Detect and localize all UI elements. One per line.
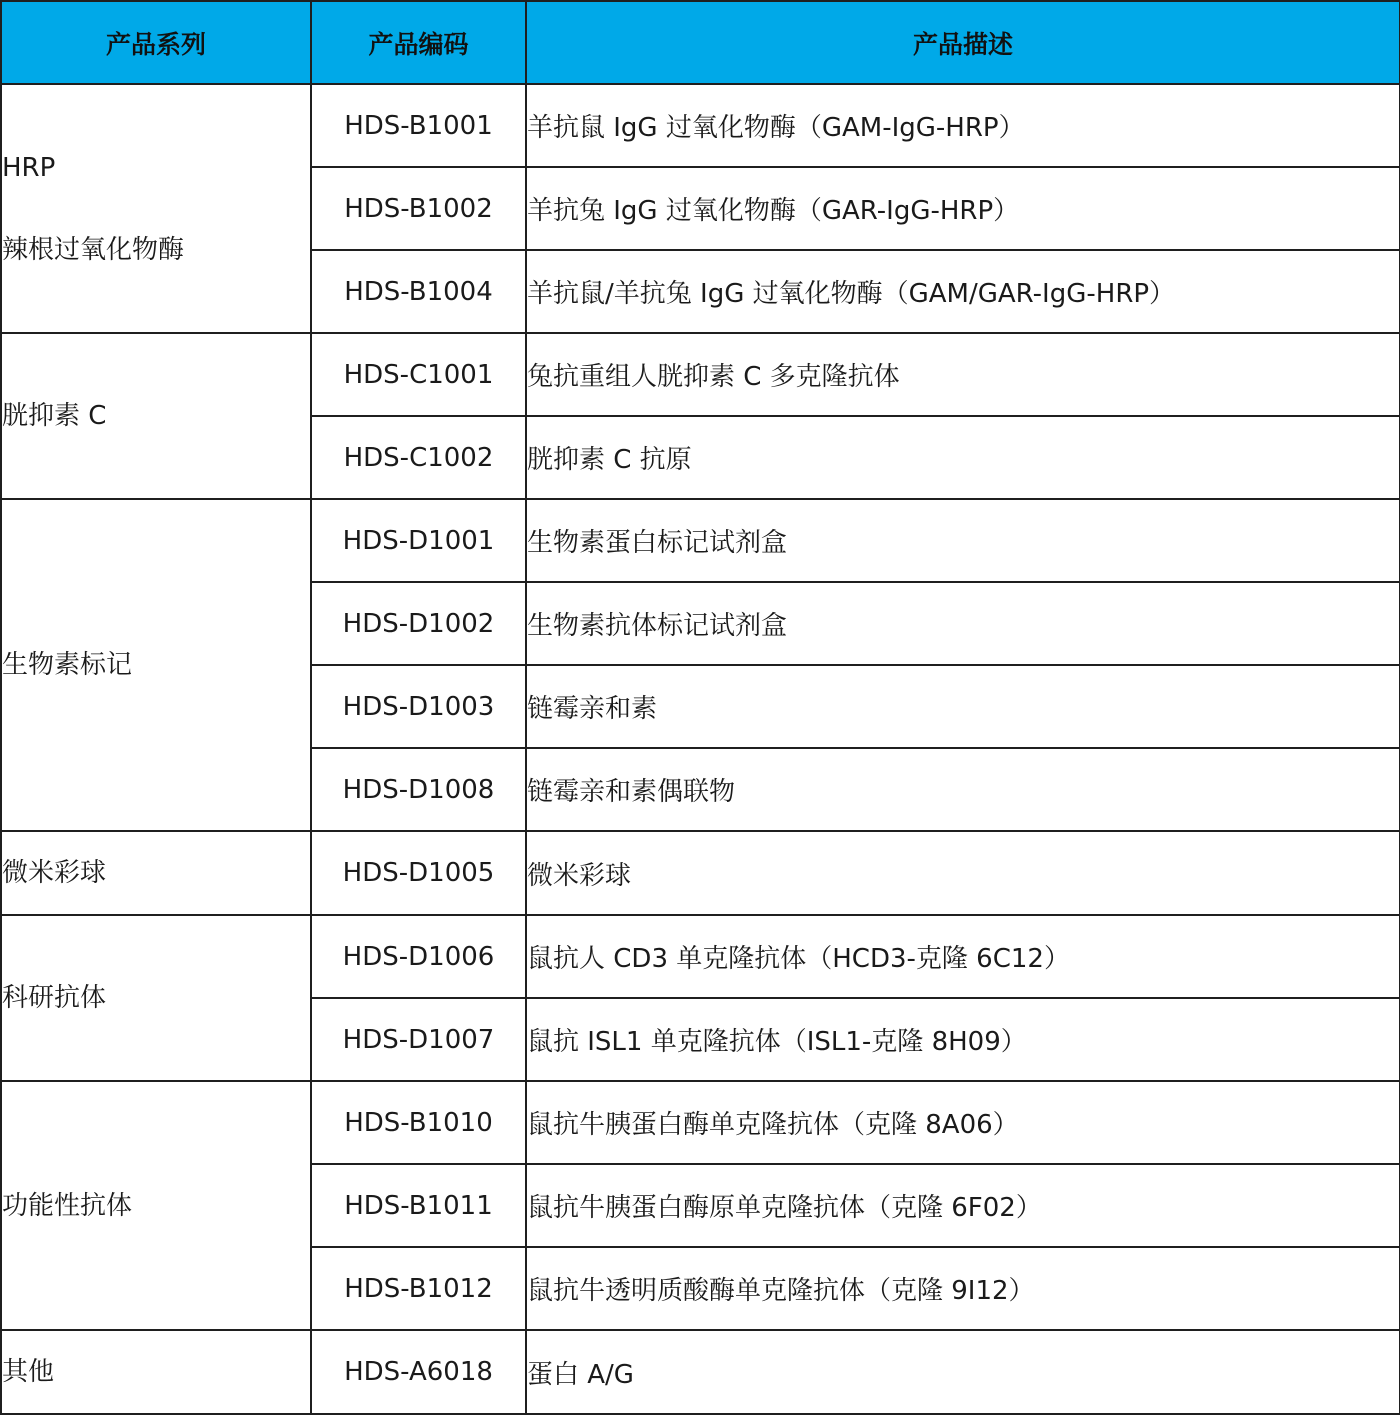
series-label: 科研抗体	[2, 983, 107, 1013]
product-description: 生物素抗体标记试剂盒	[526, 582, 1400, 665]
product-description: 羊抗兔 IgG 过氧化物酶（GAR-IgG-HRP）	[526, 167, 1400, 250]
series-cell	[1, 1081, 311, 1330]
series-label: 其他	[2, 1357, 55, 1387]
series-label: HRP	[2, 152, 56, 183]
product-code: HDS-D1003	[311, 665, 526, 748]
product-description: 胱抑素 C 抗原	[526, 416, 1400, 499]
table-row	[1, 84, 1400, 167]
series-label: 功能性抗体	[2, 1190, 133, 1221]
product-code: HDS-D1005	[311, 831, 526, 915]
product-code: HDS-D1006	[311, 915, 526, 998]
series-label: 微米彩球	[2, 858, 107, 888]
series-label: 生物素标记	[2, 650, 133, 680]
series-cell	[1, 831, 311, 915]
product-code: HDS-D1008	[311, 748, 526, 831]
product-description: 微米彩球	[526, 831, 1400, 915]
table-row	[1, 333, 1400, 416]
product-description: 鼠抗牛胰蛋白酶单克隆抗体（克隆 8A06）	[526, 1081, 1400, 1164]
product-description: 鼠抗人 CD3 单克隆抗体（HCD3-克隆 6C12）	[526, 915, 1400, 998]
header-code: 产品编码	[311, 1, 526, 84]
product-code: HDS-B1002	[311, 167, 526, 250]
table-row	[1, 1081, 1400, 1164]
product-description: 蛋白 A/G	[526, 1330, 1400, 1414]
product-code: HDS-D1002	[311, 582, 526, 665]
product-description: 鼠抗 ISL1 单克隆抗体（ISL1-克隆 8H09）	[526, 998, 1400, 1081]
series-cell	[1, 1330, 311, 1414]
product-code: HDS-B1012	[311, 1247, 526, 1330]
product-description: 链霉亲和素	[526, 665, 1400, 748]
product-code: HDS-B1001	[311, 84, 526, 167]
product-code: HDS-B1011	[311, 1164, 526, 1247]
product-description: 链霉亲和素偶联物	[526, 748, 1400, 831]
product-code: HDS-B1004	[311, 250, 526, 333]
product-code: HDS-D1007	[311, 998, 526, 1081]
header-series: 产品系列	[1, 1, 311, 84]
product-description: 鼠抗牛透明质酸酶单克隆抗体（克隆 9I12）	[526, 1247, 1400, 1330]
header-description: 产品描述	[526, 1, 1400, 84]
product-description: 羊抗鼠 IgG 过氧化物酶（GAM-IgG-HRP）	[526, 84, 1400, 167]
table-row	[1, 499, 1400, 582]
product-code: HDS-C1001	[311, 333, 526, 416]
series-label: 胱抑素 C	[2, 401, 107, 431]
product-description: 鼠抗牛胰蛋白酶原单克隆抗体（克隆 6F02）	[526, 1164, 1400, 1247]
series-cell	[1, 333, 311, 499]
table-row	[1, 1330, 1400, 1414]
series-cell	[1, 915, 311, 1081]
series-label: 辣根过氧化物酶	[2, 234, 185, 265]
product-code: HDS-C1002	[311, 416, 526, 499]
table-row	[1, 915, 1400, 998]
product-description: 羊抗鼠/羊抗兔 IgG 过氧化物酶（GAM/GAR-IgG-HRP）	[526, 250, 1400, 333]
product-code: HDS-D1001	[311, 499, 526, 582]
header-row	[1, 1, 1400, 84]
series-cell	[1, 84, 311, 333]
series-cell	[1, 499, 311, 831]
table-row	[1, 831, 1400, 915]
product-description: 生物素蛋白标记试剂盒	[526, 499, 1400, 582]
product-code: HDS-B1010	[311, 1081, 526, 1164]
product-code: HDS-A6018	[311, 1330, 526, 1414]
product-description: 兔抗重组人胱抑素 C 多克隆抗体	[526, 333, 1400, 416]
